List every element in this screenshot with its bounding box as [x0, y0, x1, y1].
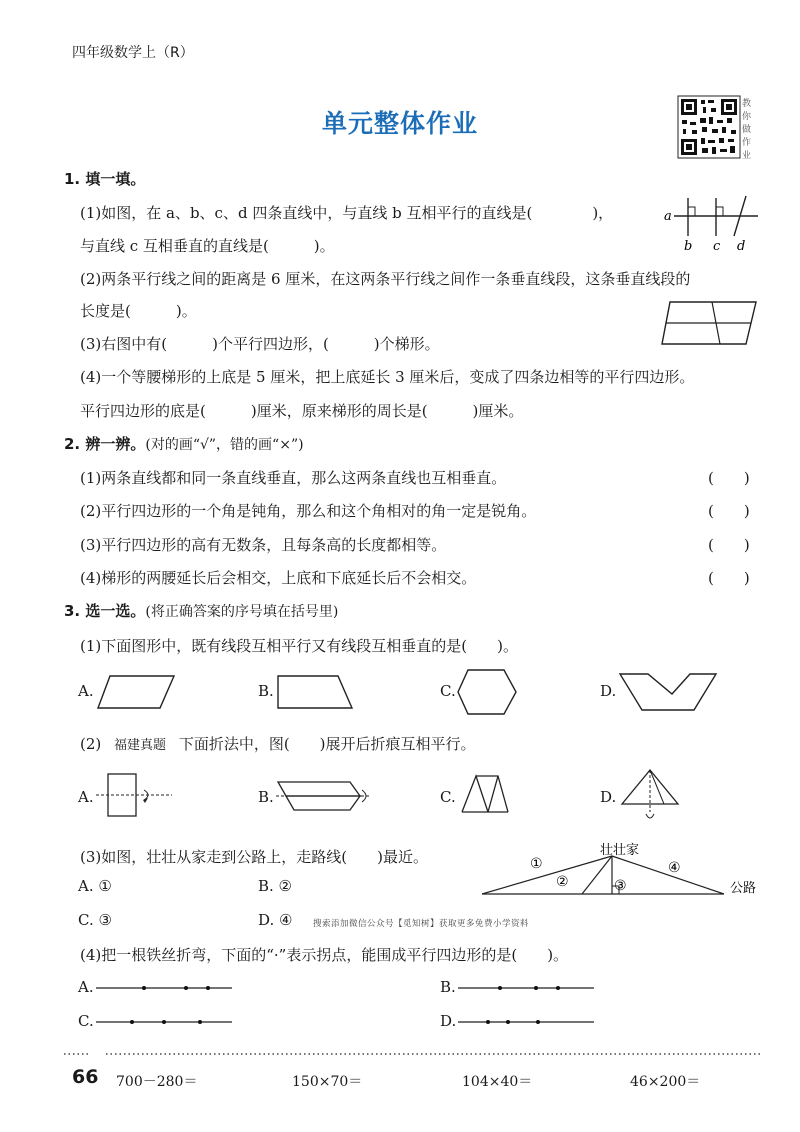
parallelogram-trapezoid-figure — [660, 300, 760, 350]
calc-1: 700－280＝ — [116, 1074, 198, 1090]
qr-caption: 教你做作业 — [742, 99, 752, 161]
four-lines-figure — [662, 192, 762, 254]
watermark: 搜索添加微信公众号【觅知树】获取更多免费小学资料 — [313, 919, 530, 929]
s1-q3: (3)右图中有( )个平行四边形，( )个梯形。 — [80, 335, 440, 353]
route-figure — [478, 842, 768, 902]
route-2-label: ② — [556, 874, 569, 890]
s3-q1-option-d[interactable]: D. — [600, 682, 617, 700]
fig-label-a: a — [664, 209, 672, 224]
s2-item-4: (4)梯形的两腰延长后会相交，上底和下底延长后不会相交。 — [80, 569, 477, 587]
calc-4: 46×200＝ — [630, 1074, 701, 1090]
fold-figure-d — [620, 766, 684, 826]
s1-q4-line2: 平行四边形的底是( )厘米，原来梯形的周长是( )厘米。 — [80, 402, 524, 420]
s3-q1-option-a[interactable]: A. — [78, 682, 94, 700]
s3-q3-option-c[interactable]: C. ③ — [78, 911, 112, 929]
s3-q4-option-c[interactable]: C. — [78, 1012, 94, 1030]
s3-q2-option-b[interactable]: B. — [258, 788, 274, 806]
fig-label-d: d — [737, 239, 746, 254]
wire-figure-a — [96, 980, 236, 996]
s3-q3-option-d[interactable]: D. ④ — [258, 911, 293, 929]
calc-3: 104×40＝ — [462, 1074, 533, 1090]
s3-q4-option-b[interactable]: B. — [440, 978, 456, 996]
s3-q2-text: 下面折法中，图( )展开后折痕互相平行。 — [178, 735, 476, 753]
s3-q3: (3)如图，壮壮从家走到公路上，走路线( )最近。 — [80, 848, 428, 866]
section-3-note: (将正确答案的序号填在括号里) — [145, 604, 339, 620]
s1-q4-line1: (4)一个等腰梯形的上底是 5 厘米，把上底延长 3 厘米后，变成了四条边相等的平行四边形。 — [80, 368, 695, 386]
page-title: 单元整体作业 — [321, 109, 478, 138]
wire-figure-b — [458, 980, 598, 996]
s3-q3-option-b[interactable]: B. ② — [258, 877, 293, 895]
wire-figure-d — [458, 1014, 598, 1030]
s2-answer-2[interactable]: ( ) — [708, 502, 750, 520]
section-3-heading — [64, 600, 338, 621]
s3-q2-option-a[interactable]: A. — [78, 788, 94, 806]
section-2-heading — [64, 433, 304, 454]
qr-code — [678, 96, 740, 158]
route-3-label: ③ — [614, 878, 627, 894]
s1-q1-line1: (1)如图，在 a、b、c、d 四条直线中，与直线 b 互相平行的直线是( )， — [80, 204, 614, 222]
s3-q4-option-a[interactable]: A. — [78, 978, 94, 996]
section-2-note: (对的画“√”，错的画“×”) — [145, 437, 304, 453]
s2-answer-4[interactable]: ( ) — [708, 569, 750, 587]
s2-item-3: (3)平行四边形的高有无数条，且每条高的长度都相等。 — [80, 536, 447, 554]
s3-q2-option-c[interactable]: C. — [440, 788, 456, 806]
s3-q2-option-d[interactable]: D. — [600, 788, 617, 806]
book-header: 四年级数学上（R） — [72, 45, 194, 61]
s3-q1: (1)下面图形中，既有线段互相平行又有线段互相垂直的是( )。 — [80, 637, 518, 655]
shape-concave-pentagon — [618, 670, 718, 714]
s3-q1-option-b[interactable]: B. — [258, 682, 274, 700]
route-1-label: ① — [530, 856, 543, 872]
shape-parallelogram — [96, 672, 176, 712]
s3-q3-option-a[interactable]: A. ① — [78, 877, 112, 895]
s3-q4: (4)把一根铁丝折弯，下面的“·”表示拐点，能围成平行四边形的是( )。 — [80, 946, 569, 964]
s3-q1-option-c[interactable]: C. — [440, 682, 456, 700]
s3-q2 — [80, 733, 476, 754]
fold-figure-a — [96, 772, 176, 820]
section-1-heading: 1. 填一填。 — [64, 170, 146, 188]
s3-q2-tag: 福建真题 — [114, 738, 167, 753]
calc-2: 150×70＝ — [292, 1074, 363, 1090]
section-3-title: 3. 选一选。 — [64, 602, 146, 620]
s1-q2-line2: 长度是( )。 — [80, 302, 197, 320]
shape-right-trapezoid — [276, 672, 356, 712]
fig-label-c: c — [713, 239, 721, 254]
wire-figure-c — [96, 1014, 236, 1030]
fig-label-b: b — [684, 239, 693, 254]
footer-dotted-rule — [64, 1052, 764, 1056]
fold-figure-c — [458, 772, 522, 820]
s3-q2-prefix: (2) — [80, 735, 102, 753]
s2-answer-1[interactable]: ( ) — [708, 469, 750, 487]
s1-q2-line1: (2)两条平行线之间的距离是 6 厘米，在这两条平行线之间作一条垂直线段，这条垂直线段的 — [80, 270, 691, 288]
s2-answer-3[interactable]: ( ) — [708, 536, 750, 554]
fold-figure-b — [276, 776, 372, 816]
s2-item-2: (2)平行四边形的一个角是钝角，那么和这个角相对的角一定是锐角。 — [80, 502, 537, 520]
section-2-title: 2. 辨一辨。 — [64, 435, 146, 453]
page-number: 66 — [72, 1066, 99, 1088]
s3-q4-option-d[interactable]: D. — [440, 1012, 457, 1030]
route-road-label: 公路 — [730, 881, 757, 896]
route-home-label: 壮壮家 — [600, 843, 640, 858]
shape-hexagon — [456, 668, 518, 716]
s2-item-1: (1)两条直线都和同一条直线垂直，那么这两条直线也互相垂直。 — [80, 469, 507, 487]
s1-q1-line2: 与直线 c 互相垂直的直线是( )。 — [80, 237, 335, 255]
route-4-label: ④ — [668, 860, 681, 876]
